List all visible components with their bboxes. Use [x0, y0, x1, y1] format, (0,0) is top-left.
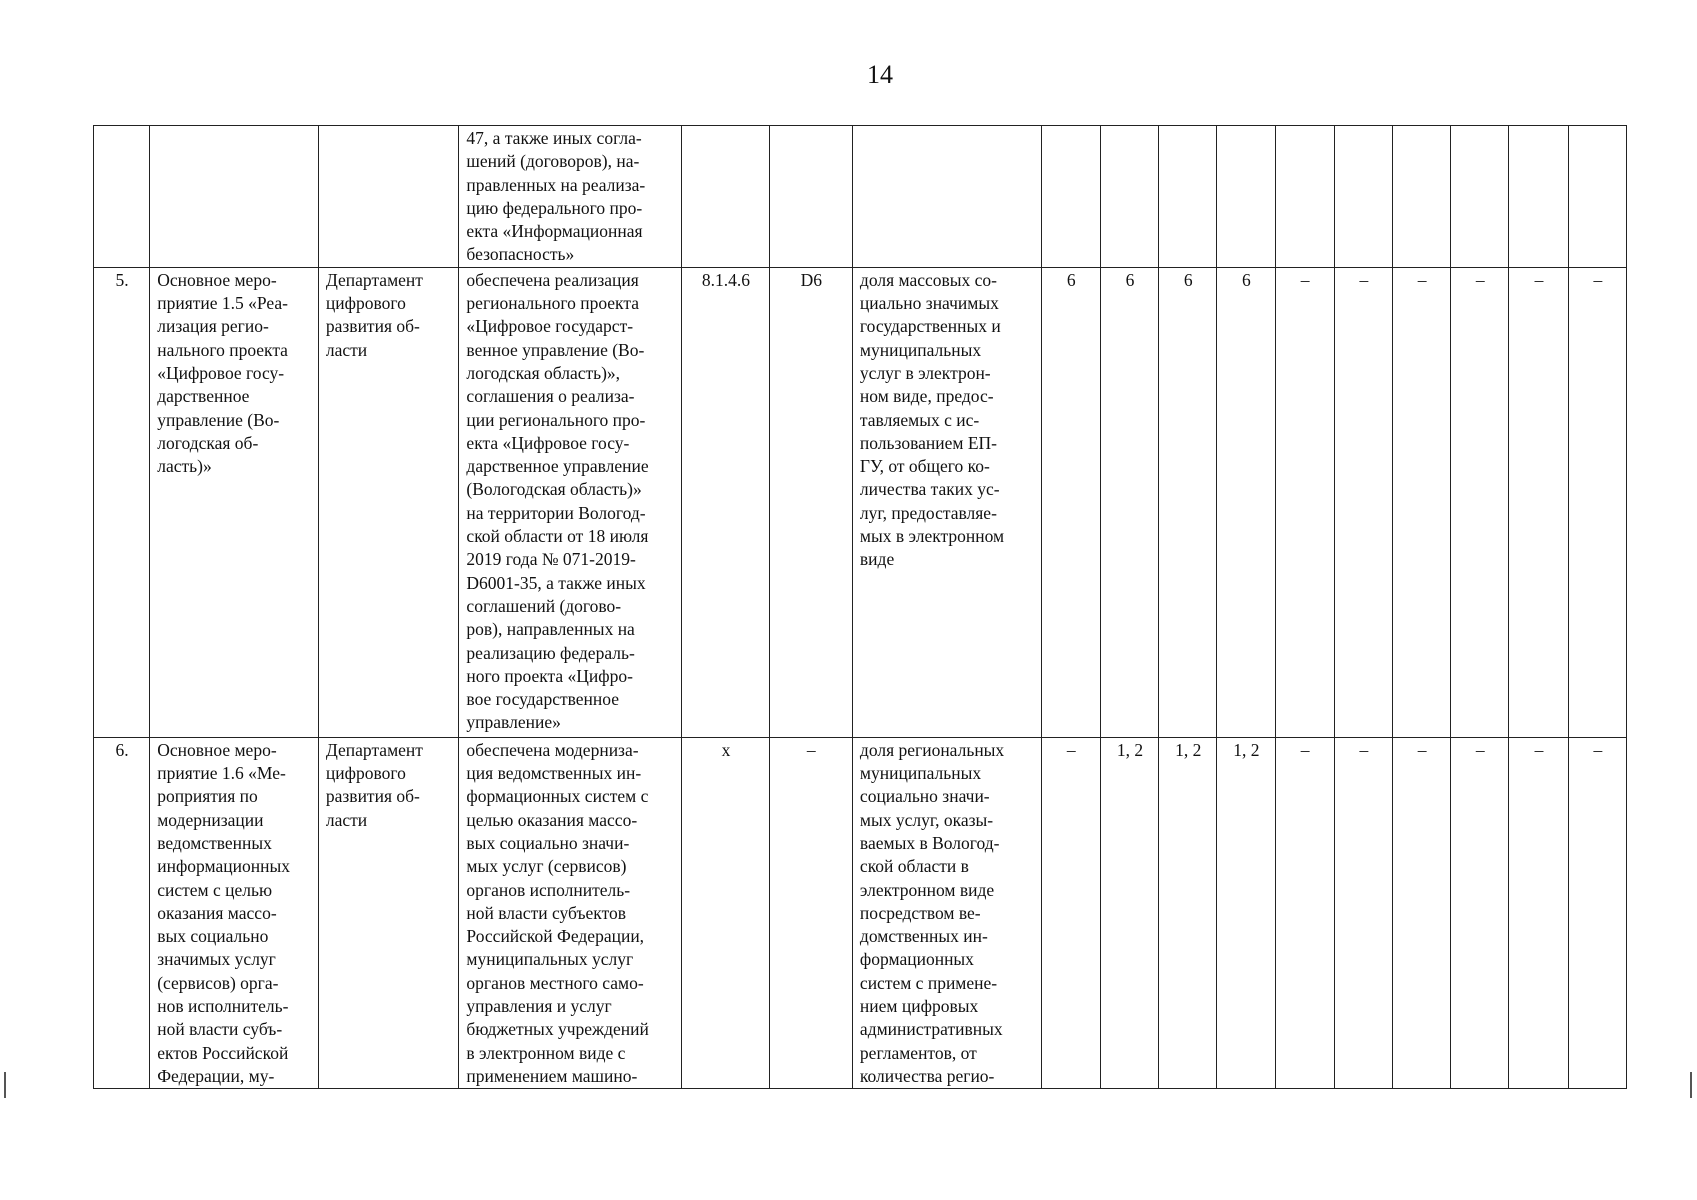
value-cell: –: [1568, 737, 1626, 1088]
value-cell: –: [1392, 737, 1450, 1088]
table-row: [94, 267, 1627, 737]
value-cell: [1275, 126, 1334, 268]
value-cell: [1217, 126, 1275, 268]
table-row: [94, 126, 1627, 268]
executor: Департамент цифрового развития об- ласти: [318, 737, 459, 1088]
row-number: 5.: [94, 267, 150, 737]
value-cell: –: [1451, 267, 1509, 737]
indicator: доля региональных муниципальных социально значи- мых услуг, оказы- ваемых в Вологод- ской области в электронном виде посредством ве- домственных ин- формационных систем с примене- нием цифровых административных регламентов, от количества регио-: [852, 737, 1041, 1088]
value-cell: 1, 2: [1159, 737, 1217, 1088]
value-cell: –: [1041, 737, 1100, 1088]
value-cell: 1, 2: [1100, 737, 1158, 1088]
program-measures-table: [93, 125, 1627, 1089]
code-cell: х: [682, 737, 769, 1088]
page-number: 14: [867, 60, 893, 89]
row-number: [94, 126, 150, 268]
scan-edge-mark-left: [4, 1072, 6, 1098]
project-code-cell: [769, 126, 852, 268]
executor: [318, 126, 459, 268]
indicator: [852, 126, 1041, 268]
value-cell: 6: [1159, 267, 1217, 737]
expected-result: обеспечена модерниза- ция ведомственных ин- формационных систем с целью оказания массо- вых социально значи- мых услуг (сервисов) органов исполнитель- ной власти субъектов Российской Федерации, муниципальных услуг органов местного само- управления и услуг бюджетных учреждений в электронном виде с применением машино-: [459, 737, 682, 1088]
code-cell: 8.1.4.6: [682, 267, 769, 737]
executor: Департамент цифрового развития об- ласти: [318, 267, 459, 737]
value-cell: –: [1275, 267, 1334, 737]
value-cell: 1, 2: [1217, 737, 1275, 1088]
value-cell: [1568, 126, 1626, 268]
value-cell: –: [1509, 267, 1568, 737]
value-cell: [1159, 126, 1217, 268]
value-cell: 6: [1041, 267, 1100, 737]
expected-result: обеспечена реализация регионального проекта «Цифровое государст- венное управление (Во- логодская область)», соглашения о реализа- ции регионального про- екта «Цифровое госу- дарственное управление (Вологодская область)» на территории Вологод- ской области от 18 июля 2019 года № 071-2019- D6001-35, а также иных соглашений (догово- ров), направленных на реализацию федераль- ного проекта «Цифро- вое государственное управление»: [459, 267, 682, 737]
value-cell: –: [1334, 737, 1392, 1088]
value-cell: [1509, 126, 1568, 268]
value-cell: –: [1568, 267, 1626, 737]
project-code-cell: –: [769, 737, 852, 1088]
value-cell: [1041, 126, 1100, 268]
indicator: доля массовых со- циально значимых государственных и муниципальных услуг в электрон- ном виде, предос- тавляемых с ис- пользованием ЕП- ГУ, от общего ко- личества таких ус- луг, предоставляе- мых в электронном виде: [852, 267, 1041, 737]
table-row: [94, 737, 1627, 1088]
expected-result: 47, а также иных согла- шений (договоров), на- правленных на реализа- цию федерального про- екта «Информационная безопасность»: [459, 126, 682, 268]
row-number: 6.: [94, 737, 150, 1088]
value-cell: –: [1334, 267, 1392, 737]
measure-name: Основное меро- приятие 1.6 «Ме- роприятия по модернизации ведомственных информационных систем с целью оказания массо- вых социально значимых услуг (сервисов) орга- нов исполнитель- ной власти субъ- ектов Российской Федерации, му-: [150, 737, 319, 1088]
value-cell: –: [1451, 737, 1509, 1088]
measure-name: [150, 126, 319, 268]
value-cell: [1334, 126, 1392, 268]
value-cell: 6: [1100, 267, 1158, 737]
value-cell: –: [1275, 737, 1334, 1088]
value-cell: [1392, 126, 1450, 268]
value-cell: –: [1392, 267, 1450, 737]
project-code-cell: D6: [769, 267, 852, 737]
scan-edge-mark-right: [1690, 1072, 1692, 1098]
value-cell: [1451, 126, 1509, 268]
measure-name: Основное меро- приятие 1.5 «Реа- лизация регио- нального проекта «Цифровое госу- дарственное управление (Во- логодская об- ласть)»: [150, 267, 319, 737]
value-cell: 6: [1217, 267, 1275, 737]
value-cell: –: [1509, 737, 1568, 1088]
value-cell: [1100, 126, 1158, 268]
code-cell: [682, 126, 769, 268]
